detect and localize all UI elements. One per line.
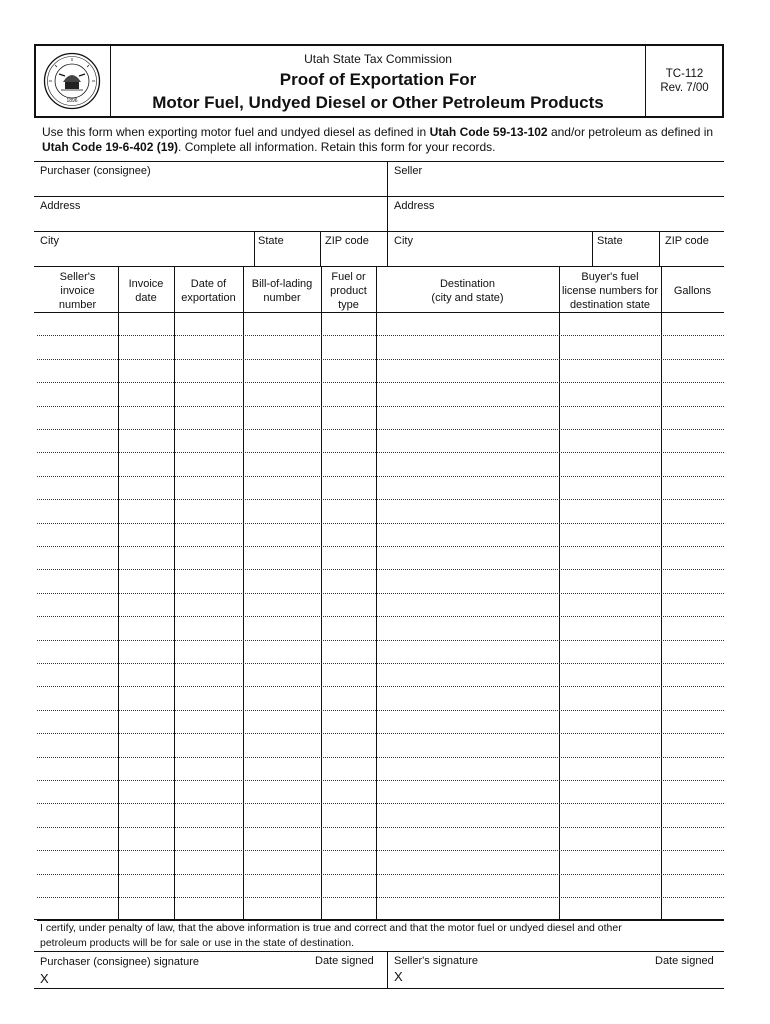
table-cell-fuel-product-type[interactable] — [321, 547, 376, 570]
table-cell-buyer-fuel-license-numbers[interactable] — [559, 406, 661, 429]
table-cell-gallons[interactable] — [661, 874, 724, 897]
table-cell-sellers-invoice-number[interactable] — [37, 359, 118, 382]
table-cell-date-of-exportation[interactable] — [174, 851, 243, 874]
table-cell-date-of-exportation[interactable] — [174, 734, 243, 757]
purchaser-zip-label: ZIP code — [325, 235, 369, 247]
table-cell-buyer-fuel-license-numbers[interactable] — [559, 804, 661, 827]
table-cell-date-of-exportation[interactable] — [174, 570, 243, 593]
table-cell-gallons[interactable] — [661, 547, 724, 570]
table-cell-gallons[interactable] — [661, 851, 724, 874]
table-cell-bill-of-lading-number[interactable] — [243, 476, 321, 499]
column-header-line: number — [58, 299, 97, 311]
form-number-cell — [645, 44, 724, 118]
table-cell-fuel-product-type[interactable] — [321, 687, 376, 710]
table-cell-gallons[interactable] — [661, 406, 724, 429]
table-cell-invoice-date[interactable] — [118, 898, 174, 921]
table-cell-destination[interactable] — [376, 570, 559, 593]
table-cell-bill-of-lading-number[interactable] — [243, 617, 321, 640]
table-cell-date-of-exportation[interactable] — [174, 547, 243, 570]
table-cell-destination[interactable] — [376, 827, 559, 850]
table-cell-invoice-date[interactable] — [118, 827, 174, 850]
purchaser-city-label: City — [40, 235, 59, 247]
table-cell-buyer-fuel-license-numbers[interactable] — [559, 383, 661, 406]
table-cell-buyer-fuel-license-numbers[interactable] — [559, 336, 661, 359]
table-cell-fuel-product-type[interactable] — [321, 383, 376, 406]
table-cell-invoice-date[interactable] — [118, 359, 174, 382]
table-cell-invoice-date[interactable] — [118, 313, 174, 336]
table-cell-destination[interactable] — [376, 453, 559, 476]
table-cell-date-of-exportation[interactable] — [174, 710, 243, 733]
table-cell-gallons[interactable] — [661, 710, 724, 733]
table-cell-date-of-exportation[interactable] — [174, 359, 243, 382]
table-cell-invoice-date[interactable] — [118, 757, 174, 780]
table-cell-bill-of-lading-number[interactable] — [243, 313, 321, 336]
column-header-buyer-fuel-license-numbers — [559, 270, 661, 312]
table-cell-buyer-fuel-license-numbers[interactable] — [559, 500, 661, 523]
form-title-line2: Motor Fuel, Undyed Diesel or Other Petroleum Products — [152, 93, 604, 112]
table-cell-invoice-date[interactable] — [118, 664, 174, 687]
table-cell-invoice-date[interactable] — [118, 710, 174, 733]
table-cell-date-of-exportation[interactable] — [174, 757, 243, 780]
table-cell-buyer-fuel-license-numbers[interactable] — [559, 593, 661, 616]
table-cell-buyer-fuel-license-numbers[interactable] — [559, 453, 661, 476]
seller-state-divider — [592, 231, 593, 266]
table-cell-invoice-date[interactable] — [118, 570, 174, 593]
table-cell-bill-of-lading-number[interactable] — [243, 383, 321, 406]
instructions-text-2: and/or petroleum as defined in — [547, 125, 714, 139]
table-cell-date-of-exportation[interactable] — [174, 336, 243, 359]
column-header-line: exportation — [181, 292, 236, 304]
table-cell-bill-of-lading-number[interactable] — [243, 687, 321, 710]
column-header-line: Date of — [190, 278, 227, 290]
table-cell-gallons[interactable] — [661, 617, 724, 640]
purchaser-date-signed-label: Date signed — [315, 955, 374, 967]
table-cell-date-of-exportation[interactable] — [174, 617, 243, 640]
table-cell-destination[interactable] — [376, 476, 559, 499]
table-cell-invoice-date[interactable] — [118, 476, 174, 499]
table-cell-destination[interactable] — [376, 687, 559, 710]
table-cell-destination[interactable] — [376, 757, 559, 780]
table-cell-fuel-product-type[interactable] — [321, 617, 376, 640]
table-cell-buyer-fuel-license-numbers[interactable] — [559, 898, 661, 921]
table-cell-date-of-exportation[interactable] — [174, 593, 243, 616]
column-header-line: Fuel or — [331, 271, 366, 283]
table-cell-sellers-invoice-number[interactable] — [37, 500, 118, 523]
table-cell-buyer-fuel-license-numbers[interactable] — [559, 757, 661, 780]
table-cell-buyer-fuel-license-numbers[interactable] — [559, 523, 661, 546]
table-cell-sellers-invoice-number[interactable] — [37, 523, 118, 546]
table-cell-destination[interactable] — [376, 640, 559, 663]
table-cell-invoice-date[interactable] — [118, 851, 174, 874]
table-cell-fuel-product-type[interactable] — [321, 734, 376, 757]
column-header-line: number — [263, 292, 301, 304]
table-cell-bill-of-lading-number[interactable] — [243, 570, 321, 593]
table-cell-destination[interactable] — [376, 523, 559, 546]
table-cell-gallons[interactable] — [661, 336, 724, 359]
agency-name: Utah State Tax Commission — [304, 52, 452, 66]
table-cell-buyer-fuel-license-numbers[interactable] — [559, 570, 661, 593]
table-cell-date-of-exportation[interactable] — [174, 640, 243, 663]
table-cell-gallons[interactable] — [661, 359, 724, 382]
certification-top-rule — [34, 919, 724, 920]
table-cell-bill-of-lading-number[interactable] — [243, 804, 321, 827]
table-cell-buyer-fuel-license-numbers[interactable] — [559, 851, 661, 874]
table-cell-fuel-product-type[interactable] — [321, 313, 376, 336]
form-number: TC-112 — [665, 68, 704, 80]
certification-statement — [40, 921, 724, 951]
table-cell-buyer-fuel-license-numbers[interactable] — [559, 640, 661, 663]
seller-zip-label: ZIP code — [665, 235, 709, 247]
signature-divider — [387, 951, 388, 988]
table-cell-invoice-date[interactable] — [118, 874, 174, 897]
utah-state-seal-icon — [43, 52, 101, 110]
party-top-rule — [34, 161, 724, 162]
table-cell-sellers-invoice-number[interactable] — [37, 593, 118, 616]
column-header-line: Invoice — [128, 278, 164, 290]
table-cell-gallons[interactable] — [661, 500, 724, 523]
table-cell-fuel-product-type[interactable] — [321, 640, 376, 663]
table-cell-buyer-fuel-license-numbers[interactable] — [559, 664, 661, 687]
table-cell-invoice-date[interactable] — [118, 593, 174, 616]
table-cell-fuel-product-type[interactable] — [321, 430, 376, 453]
table-cell-invoice-date[interactable] — [118, 687, 174, 710]
table-cell-sellers-invoice-number[interactable] — [37, 617, 118, 640]
table-cell-destination[interactable] — [376, 898, 559, 921]
table-cell-buyer-fuel-license-numbers[interactable] — [559, 687, 661, 710]
table-cell-destination[interactable] — [376, 593, 559, 616]
table-cell-invoice-date[interactable] — [118, 383, 174, 406]
table-cell-buyer-fuel-license-numbers[interactable] — [559, 547, 661, 570]
table-cell-destination[interactable] — [376, 406, 559, 429]
seller-address-label: Address — [394, 200, 435, 212]
table-cell-date-of-exportation[interactable] — [174, 383, 243, 406]
instructions-text-3: . Complete all information. Retain this form for your records. — [178, 140, 496, 154]
table-cell-buyer-fuel-license-numbers[interactable] — [559, 313, 661, 336]
table-cell-bill-of-lading-number[interactable] — [243, 851, 321, 874]
table-cell-gallons[interactable] — [661, 313, 724, 336]
table-cell-fuel-product-type[interactable] — [321, 827, 376, 850]
table-cell-bill-of-lading-number[interactable] — [243, 874, 321, 897]
table-cell-sellers-invoice-number[interactable] — [37, 710, 118, 733]
table-cell-gallons[interactable] — [661, 640, 724, 663]
purchaser-signature-field[interactable]: X — [40, 971, 49, 986]
table-cell-gallons[interactable] — [661, 664, 724, 687]
table-cell-gallons[interactable] — [661, 687, 724, 710]
table-cell-sellers-invoice-number[interactable] — [37, 383, 118, 406]
table-cell-invoice-date[interactable] — [118, 547, 174, 570]
party-rule-2 — [34, 231, 724, 232]
column-header-line: license numbers for — [562, 285, 658, 297]
table-cell-buyer-fuel-license-numbers[interactable] — [559, 827, 661, 850]
table-cell-gallons[interactable] — [661, 476, 724, 499]
table-cell-fuel-product-type[interactable] — [321, 804, 376, 827]
table-cell-sellers-invoice-number[interactable] — [37, 336, 118, 359]
column-header-invoice-date — [118, 277, 174, 305]
table-cell-destination[interactable] — [376, 804, 559, 827]
table-cell-date-of-exportation[interactable] — [174, 313, 243, 336]
table-cell-sellers-invoice-number[interactable] — [37, 687, 118, 710]
form-revision: Rev. 7/00 — [660, 82, 709, 94]
column-header-line: invoice — [60, 285, 95, 297]
column-header-line: Buyer's fuel — [581, 271, 639, 283]
table-cell-invoice-date[interactable] — [118, 640, 174, 663]
table-cell-invoice-date[interactable] — [118, 734, 174, 757]
purchaser-address-label: Address — [40, 200, 81, 212]
table-cell-date-of-exportation[interactable] — [174, 476, 243, 499]
table-cell-bill-of-lading-number[interactable] — [243, 710, 321, 733]
column-header-line: Seller's — [59, 271, 96, 283]
table-cell-invoice-date[interactable] — [118, 453, 174, 476]
table-cell-sellers-invoice-number[interactable] — [37, 430, 118, 453]
table-cell-destination[interactable] — [376, 336, 559, 359]
table-cell-gallons[interactable] — [661, 757, 724, 780]
table-cell-fuel-product-type[interactable] — [321, 851, 376, 874]
table-cell-gallons[interactable] — [661, 383, 724, 406]
table-cell-date-of-exportation[interactable] — [174, 406, 243, 429]
table-cell-destination[interactable] — [376, 874, 559, 897]
table-cell-bill-of-lading-number[interactable] — [243, 523, 321, 546]
table-cell-buyer-fuel-license-numbers[interactable] — [559, 359, 661, 382]
table-cell-sellers-invoice-number[interactable] — [37, 313, 118, 336]
table-cell-date-of-exportation[interactable] — [174, 781, 243, 804]
table-cell-invoice-date[interactable] — [118, 804, 174, 827]
table-cell-bill-of-lading-number[interactable] — [243, 664, 321, 687]
table-cell-bill-of-lading-number[interactable] — [243, 781, 321, 804]
table-cell-gallons[interactable] — [661, 453, 724, 476]
table-cell-buyer-fuel-license-numbers[interactable] — [559, 734, 661, 757]
table-cell-bill-of-lading-number[interactable] — [243, 430, 321, 453]
table-cell-date-of-exportation[interactable] — [174, 523, 243, 546]
table-cell-date-of-exportation[interactable] — [174, 898, 243, 921]
table-cell-date-of-exportation[interactable] — [174, 430, 243, 453]
instructions-text-1: Use this form when exporting motor fuel and undyed diesel as defined in — [42, 125, 430, 139]
column-header-line: type — [338, 299, 359, 311]
instructions — [42, 125, 722, 155]
table-cell-gallons[interactable] — [661, 570, 724, 593]
table-cell-sellers-invoice-number[interactable] — [37, 453, 118, 476]
table-cell-bill-of-lading-number[interactable] — [243, 734, 321, 757]
table-cell-fuel-product-type[interactable] — [321, 476, 376, 499]
party-bottom-rule — [34, 266, 724, 267]
table-cell-fuel-product-type[interactable] — [321, 453, 376, 476]
party-rule-1 — [34, 196, 724, 197]
table-cell-buyer-fuel-license-numbers[interactable] — [559, 874, 661, 897]
table-cell-invoice-date[interactable] — [118, 336, 174, 359]
table-cell-gallons[interactable] — [661, 781, 724, 804]
column-header-fuel-product-type — [321, 270, 376, 312]
table-cell-fuel-product-type[interactable] — [321, 500, 376, 523]
column-header-line: Destination — [439, 278, 496, 290]
table-cell-bill-of-lading-number[interactable] — [243, 406, 321, 429]
table-cell-invoice-date[interactable] — [118, 617, 174, 640]
table-cell-fuel-product-type[interactable] — [321, 359, 376, 382]
column-header-line: destination state — [569, 299, 651, 311]
table-cell-fuel-product-type[interactable] — [321, 593, 376, 616]
table-cell-gallons[interactable] — [661, 827, 724, 850]
table-cell-invoice-date[interactable] — [118, 406, 174, 429]
form-title-line1: Proof of Exportation For — [279, 70, 477, 89]
table-cell-gallons[interactable] — [661, 734, 724, 757]
table-cell-sellers-invoice-number[interactable] — [37, 406, 118, 429]
table-cell-date-of-exportation[interactable] — [174, 827, 243, 850]
table-cell-gallons[interactable] — [661, 898, 724, 921]
table-cell-destination[interactable] — [376, 851, 559, 874]
table-cell-fuel-product-type[interactable] — [321, 710, 376, 733]
column-header-line: product — [330, 285, 367, 297]
table-cell-bill-of-lading-number[interactable] — [243, 593, 321, 616]
table-cell-gallons[interactable] — [661, 593, 724, 616]
table-cell-invoice-date[interactable] — [118, 430, 174, 453]
column-header-line: (city and state) — [431, 292, 504, 304]
table-cell-buyer-fuel-license-numbers[interactable] — [559, 430, 661, 453]
table-cell-date-of-exportation[interactable] — [174, 804, 243, 827]
table-cell-date-of-exportation[interactable] — [174, 664, 243, 687]
table-cell-sellers-invoice-number[interactable] — [37, 476, 118, 499]
table-cell-sellers-invoice-number[interactable] — [37, 851, 118, 874]
table-cell-invoice-date[interactable] — [118, 781, 174, 804]
table-cell-destination[interactable] — [376, 500, 559, 523]
table-cell-fuel-product-type[interactable] — [321, 570, 376, 593]
table-cell-buyer-fuel-license-numbers[interactable] — [559, 781, 661, 804]
table-cell-bill-of-lading-number[interactable] — [243, 898, 321, 921]
table-cell-fuel-product-type[interactable] — [321, 781, 376, 804]
table-cell-destination[interactable] — [376, 664, 559, 687]
table-cell-fuel-product-type[interactable] — [321, 406, 376, 429]
table-cell-bill-of-lading-number[interactable] — [243, 453, 321, 476]
table-cell-fuel-product-type[interactable] — [321, 336, 376, 359]
utah-code-ref-1: Utah Code 59-13-102 — [429, 125, 548, 139]
table-cell-destination[interactable] — [376, 734, 559, 757]
seller-signature-field[interactable]: X — [394, 969, 403, 984]
seller-zip-divider — [659, 231, 660, 266]
table-cell-destination[interactable] — [376, 430, 559, 453]
table-cell-bill-of-lading-number[interactable] — [243, 640, 321, 663]
table-cell-sellers-invoice-number[interactable] — [37, 757, 118, 780]
column-header-bill-of-lading-number — [243, 277, 321, 305]
table-cell-fuel-product-type[interactable] — [321, 874, 376, 897]
utah-code-ref-2: Utah Code 19-6-402 (19) — [42, 140, 179, 154]
table-cell-gallons[interactable] — [661, 430, 724, 453]
table-cell-invoice-date[interactable] — [118, 500, 174, 523]
seller-state-label: State — [597, 235, 623, 247]
table-cell-destination[interactable] — [376, 359, 559, 382]
table-cell-sellers-invoice-number[interactable] — [37, 804, 118, 827]
table-cell-bill-of-lading-number[interactable] — [243, 359, 321, 382]
table-cell-buyer-fuel-license-numbers[interactable] — [559, 476, 661, 499]
seller-city-label: City — [394, 235, 413, 247]
table-cell-gallons[interactable] — [661, 804, 724, 827]
signature-top-rule — [34, 951, 724, 952]
table-cell-destination[interactable] — [376, 313, 559, 336]
table-cell-destination[interactable] — [376, 710, 559, 733]
table-cell-sellers-invoice-number[interactable] — [37, 874, 118, 897]
seal-year: 1896 — [66, 98, 78, 104]
table-cell-sellers-invoice-number[interactable] — [37, 547, 118, 570]
table-cell-bill-of-lading-number[interactable] — [243, 547, 321, 570]
table-cell-sellers-invoice-number[interactable] — [37, 898, 118, 921]
table-cell-date-of-exportation[interactable] — [174, 500, 243, 523]
table-cell-bill-of-lading-number[interactable] — [243, 827, 321, 850]
column-header-gallons — [661, 284, 724, 298]
table-cell-destination[interactable] — [376, 781, 559, 804]
purchaser-state-label: State — [258, 235, 284, 247]
column-header-date-of-exportation — [174, 277, 243, 305]
table-cell-sellers-invoice-number[interactable] — [37, 570, 118, 593]
table-cell-buyer-fuel-license-numbers[interactable] — [559, 710, 661, 733]
column-header-line: Gallons — [673, 285, 712, 297]
table-cell-buyer-fuel-license-numbers[interactable] — [559, 617, 661, 640]
table-cell-sellers-invoice-number[interactable] — [37, 664, 118, 687]
table-cell-gallons[interactable] — [661, 523, 724, 546]
table-cell-sellers-invoice-number[interactable] — [37, 640, 118, 663]
column-header-sellers-invoice-number — [37, 270, 118, 312]
table-cell-invoice-date[interactable] — [118, 523, 174, 546]
table-cell-fuel-product-type[interactable] — [321, 523, 376, 546]
table-cell-sellers-invoice-number[interactable] — [37, 781, 118, 804]
table-cell-date-of-exportation[interactable] — [174, 453, 243, 476]
table-cell-bill-of-lading-number[interactable] — [243, 757, 321, 780]
table-cell-sellers-invoice-number[interactable] — [37, 734, 118, 757]
purchaser-name-label: Purchaser (consignee) — [40, 165, 151, 177]
signature-bottom-rule — [34, 988, 724, 989]
purchaser-state-divider — [254, 231, 255, 266]
table-cell-bill-of-lading-number[interactable] — [243, 336, 321, 359]
column-header-line: Bill-of-lading — [251, 278, 313, 290]
table-cell-date-of-exportation[interactable] — [174, 687, 243, 710]
column-header-line: date — [135, 292, 157, 304]
table-cell-fuel-product-type[interactable] — [321, 757, 376, 780]
table-cell-destination[interactable] — [376, 547, 559, 570]
seller-name-label: Seller — [394, 165, 423, 177]
purchaser-zip-divider — [320, 231, 321, 266]
table-cell-sellers-invoice-number[interactable] — [37, 827, 118, 850]
table-cell-destination[interactable] — [376, 617, 559, 640]
party-divider — [387, 161, 388, 266]
table-cell-destination[interactable] — [376, 383, 559, 406]
table-cell-fuel-product-type[interactable] — [321, 898, 376, 921]
certification-line-2: petroleum products will be for sale or use in the state of destination. — [40, 937, 355, 949]
column-header-destination — [376, 277, 559, 305]
certification-line-1: I certify, under penalty of law, that the above information is true and correct and that the motor fuel or undyed diesel and other — [40, 922, 622, 934]
seller-signature-label: Seller's signature — [394, 955, 479, 967]
purchaser-signature-label: Purchaser (consignee) signature — [40, 956, 199, 968]
table-cell-bill-of-lading-number[interactable] — [243, 500, 321, 523]
table-cell-fuel-product-type[interactable] — [321, 664, 376, 687]
table-cell-date-of-exportation[interactable] — [174, 874, 243, 897]
seller-date-signed-label: Date signed — [655, 955, 714, 967]
